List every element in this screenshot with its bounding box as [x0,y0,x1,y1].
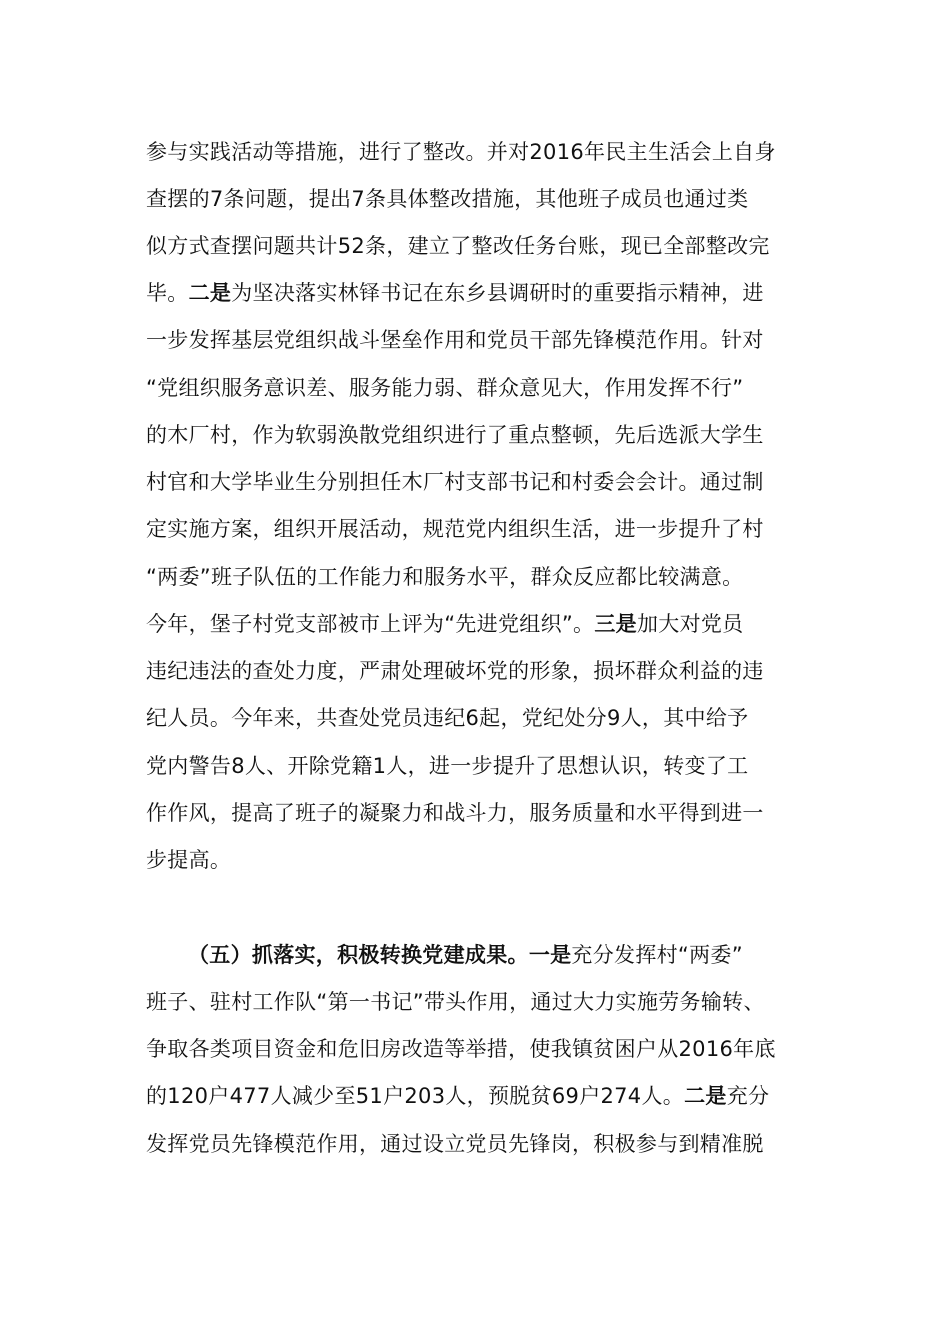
bold-marker: 一是 [528,943,572,967]
text-line [146,609,806,639]
text-line [146,562,806,592]
text-run: 今年，堡子村党支部被市上评为“先进党组织”。 [146,612,595,636]
text-run: “党组织服务意识差、服务能力弱、群众意见大，作用发挥不行” [146,376,744,400]
text-line [146,514,806,544]
text-run: 党内警告8人、开除党籍1人，进一步提升了思想认识，转变了工 [146,754,749,778]
text-run: 一步发挥基层党组织战斗堡垒作用和党员干部先锋模范作用。针对 [146,328,764,352]
text-line [146,703,806,733]
text-run: 作作风，提高了班子的凝聚力和战斗力，服务质量和水平得到进一 [146,801,764,825]
text-line [146,137,806,167]
text-line [146,373,806,403]
text-line [146,231,806,261]
text-line [146,420,806,450]
text-run: 参与实践活动等措施，进行了整改。并对2016年民主生活会上自身 [146,140,776,164]
text-line [146,656,806,686]
text-run: 为坚决落实林铎书记在东乡县调研时的重要指示精神，进 [231,281,764,305]
text-run: 村官和大学毕业生分别担任木厂村支部书记和村委会会计。通过制 [146,470,764,494]
text-line [146,467,806,497]
section-heading: （五）抓落实，积极转换党建成果。 [188,943,529,967]
text-line [146,798,806,828]
text-run: 争取各类项目资金和危旧房改造等举措，使我镇贫困户从2016年底 [146,1037,776,1061]
bold-marker: 二是 [684,1084,727,1108]
section-heading-line [188,940,808,970]
text-run: 发挥党员先锋模范作用，通过设立党员先锋岗，积极参与到精准脱 [146,1132,764,1156]
text-run: 定实施方案，组织开展活动，规范党内组织生活，进一步提升了村 [146,517,764,541]
text-run: 充分发挥村“两委” [571,943,743,967]
text-line [146,1081,806,1111]
text-run: “两委”班子队伍的工作能力和服务水平，群众反应都比较满意。 [146,565,744,589]
text-line [146,845,806,875]
text-line [146,1034,806,1064]
text-line [146,278,806,308]
text-run: 步提高。 [146,848,232,872]
text-run: 班子、驻村工作队“第一书记”带头作用，通过大力实施劳务输转、 [146,990,765,1014]
bold-marker: 二是 [188,281,232,305]
text-line [146,184,806,214]
text-run: 查摆的7条问题，提出7条具体整改措施，其他班子成员也通过类 [146,187,749,211]
text-run: 的120户477人减少至51户203人，预脱贫69户274人。 [146,1084,685,1108]
text-run: 充分 [726,1084,770,1108]
text-line [146,325,806,355]
bold-marker: 三是 [594,612,637,636]
text-run: 的木厂村，作为软弱涣散党组织进行了重点整顿，先后选派大学生 [146,423,764,447]
text-run: 违纪违法的查处力度，严肃处理破坏党的形象，损坏群众利益的违 [146,659,764,683]
text-run: 似方式查摆问题共计52条，建立了整改任务台账，现已全部整改完 [146,234,770,258]
text-run: 毕。 [146,281,189,305]
text-line [146,751,806,781]
text-run: 纪人员。今年来，共查处党员违纪6起，党纪处分9人，其中给予 [146,706,749,730]
text-run: 加大对党员 [636,612,744,636]
text-line [146,987,806,1017]
text-line [146,1129,806,1159]
